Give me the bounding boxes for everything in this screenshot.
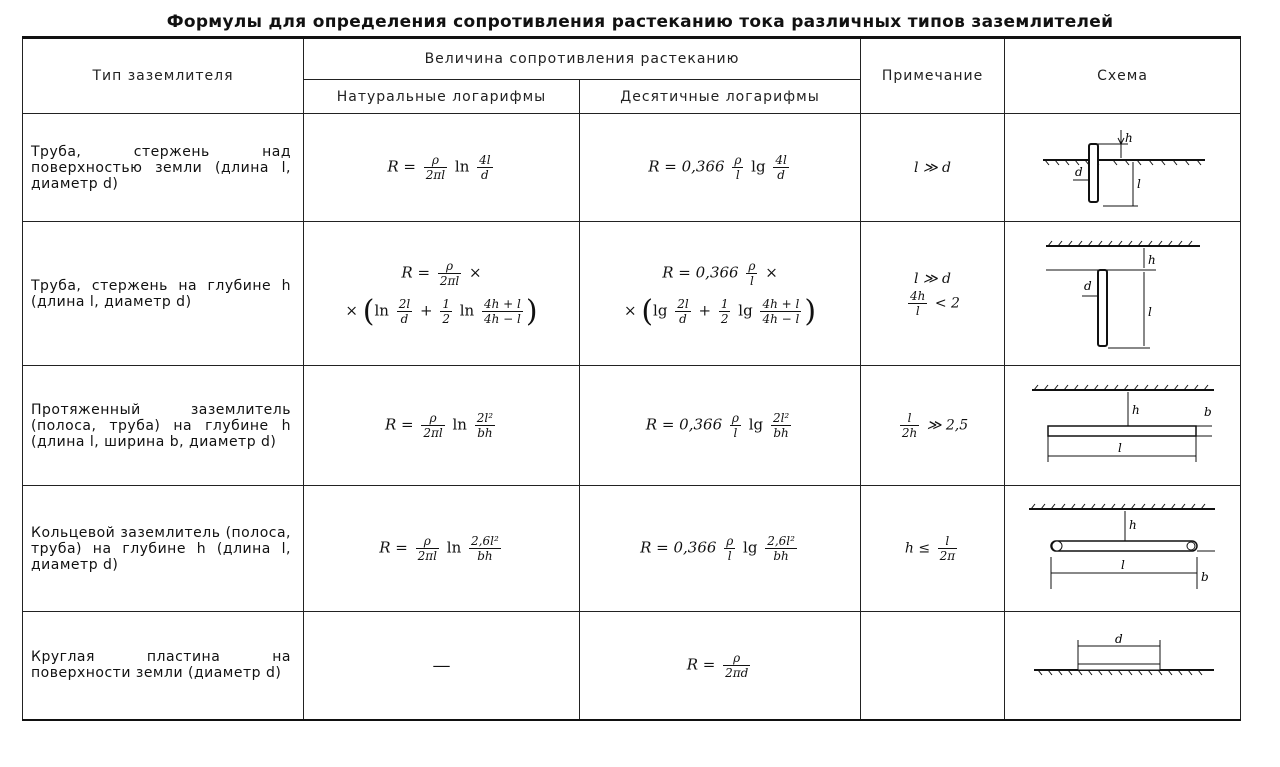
header-decimal-log: Десятичные логарифмы — [580, 80, 861, 114]
note: h ≤ $\frac{l}{2\pi}$ — [861, 486, 1005, 612]
formula-decimal: R = 0,366 $\frac{\rho}{l}$ lg $\frac{4l}{d}$ — [580, 114, 861, 222]
table-row — [23, 366, 1241, 486]
table-row — [23, 486, 1241, 612]
scheme-diagram — [1005, 114, 1241, 222]
svg-text:h: h — [1128, 517, 1137, 532]
note: l ≫ d $\frac{4h}{l}$ < 2 — [861, 222, 1005, 366]
table-row — [23, 114, 1241, 222]
formula-decimal: R = 0,366 $\frac{\rho}{l}$ lg $\frac{\text{2,6l²}}{bh}$ — [580, 486, 861, 612]
row-type-label: Круглая пластина на поверхности земли (диаметр d) — [23, 612, 304, 720]
header-type: Тип заземлителя — [23, 38, 304, 114]
header-scheme: Схема — [1005, 38, 1241, 114]
row-type-label: Протяженный заземлитель (полоса, труба) на глубине h (длина l, ширина b, диаметр d) — [23, 366, 304, 486]
formula-natural: R = $\frac{\rho}{2\pi l}$ ln $\frac{\text{2l²}}{bh}$ — [304, 366, 580, 486]
svg-text:l: l — [1147, 304, 1152, 319]
strip-electrode-diagram — [1028, 378, 1218, 474]
row-type-label: Труба, стержень на глубине h (длина l, диаметр d) — [23, 222, 304, 366]
svg-text:b: b — [1200, 569, 1209, 584]
svg-text:l: l — [1117, 440, 1122, 455]
scheme-diagram — [1005, 486, 1241, 612]
header-natural-log: Натуральные логарифмы — [304, 80, 580, 114]
scheme-diagram — [1005, 612, 1241, 720]
svg-text:l: l — [1120, 557, 1125, 572]
formula-natural: R = $\frac{\rho}{2\pi l}$ ln $\frac{\text{2,6l²}}{bh}$ — [304, 486, 580, 612]
svg-text:b: b — [1203, 404, 1212, 419]
table-row — [23, 222, 1241, 366]
ring-electrode-diagram — [1025, 497, 1221, 601]
scheme-diagram — [1005, 366, 1241, 486]
formula-decimal: R = 0,366 $\frac{\rho}{l}$ lg $\frac{\text{2l²}}{bh}$ — [580, 366, 861, 486]
formula-natural: — — [304, 612, 580, 720]
formula-decimal: R = $\frac{\rho}{2\pi d}$ — [580, 612, 861, 720]
row-type-label: Труба, стержень над поверхностью земли (длина l, диаметр d) — [23, 114, 304, 222]
svg-text:d: d — [1074, 164, 1083, 179]
grounding-formulas-table — [22, 36, 1241, 721]
note — [861, 612, 1005, 720]
round-plate-diagram — [1028, 630, 1218, 700]
rod-at-depth-diagram — [1038, 232, 1208, 356]
svg-text:h: h — [1131, 402, 1140, 417]
table-row — [23, 612, 1241, 720]
page-title: Формулы для определения сопротивления растеканию тока различных типов заземлителей — [166, 12, 1114, 32]
svg-text:h: h — [1147, 252, 1156, 267]
svg-text:d: d — [1083, 278, 1092, 293]
note: l ≫ d — [861, 114, 1005, 222]
formula-natural: R = $\frac{\rho}{2\pi l}$ ln $\frac{4l}{d}$ — [304, 114, 580, 222]
svg-text:l: l — [1136, 176, 1141, 191]
note: $\frac{l}{2h}$ ≫ 2,5 — [861, 366, 1005, 486]
svg-text:h: h — [1124, 130, 1133, 145]
svg-text:d: d — [1114, 632, 1123, 647]
formula-natural: R = $\frac{\rho}{2\pi l}$ × × (ln $\frac{2l}{d}$ + $\frac{1}{2}$ ln $\frac{4h + l}{4h - l}$ ) — [304, 222, 580, 366]
rod-above-ground-diagram — [1033, 122, 1213, 214]
scheme-diagram — [1005, 222, 1241, 366]
row-type-label: Кольцевой заземлитель (полоса, труба) на глубине h (длина l, диаметр d) — [23, 486, 304, 612]
header-resistance: Величина сопротивления растеканию — [304, 38, 861, 80]
formula-decimal: R = 0,366 $\frac{\rho}{l}$ × × (lg $\frac{2l}{d}$ + $\frac{1}{2}$ lg $\frac{4h + l}{4h - l}$ ) — [580, 222, 861, 366]
header-note: Примечание — [861, 38, 1005, 114]
